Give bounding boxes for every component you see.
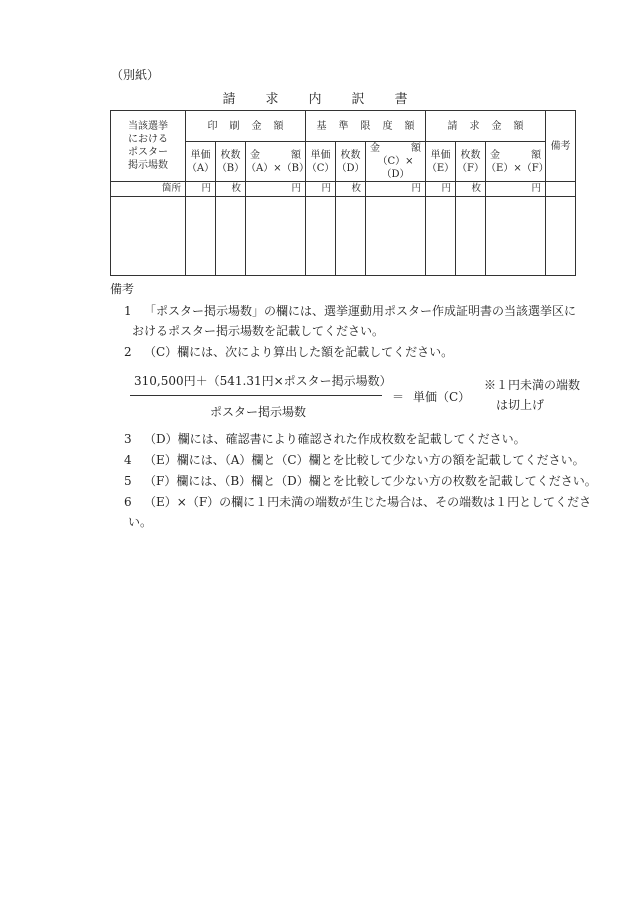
header-char: 額 (291, 149, 302, 161)
attachment-label: （別紙） (111, 68, 160, 82)
notes-heading: 備考 (110, 282, 135, 296)
unit-price-a-header (186, 142, 216, 182)
count-d-header (336, 142, 366, 182)
title-char: 内 (308, 92, 322, 107)
header-sub: （B） (216, 162, 245, 174)
header-char: 金 (491, 120, 502, 132)
entry-cell[interactable] (546, 197, 576, 276)
entry-cell[interactable] (246, 197, 306, 276)
header-label: 単価 (430, 149, 451, 161)
note-number: 1 (124, 304, 132, 318)
unit-yen: 円 (426, 182, 456, 197)
remarks-cell (546, 182, 576, 197)
note-text: （D）欄には、確認書により確認された作成枚数を記載してください。 (144, 432, 526, 446)
rounding-remark: ※１円未満の端数 (484, 378, 581, 392)
entry-cell[interactable] (336, 197, 366, 276)
polling-places-header (111, 111, 186, 182)
amount-ef-header (486, 142, 549, 182)
note-item (124, 471, 597, 491)
count-b-header (216, 142, 246, 182)
header-line: における (128, 134, 168, 145)
header-char: 印 (207, 120, 218, 132)
note-number: 3 (124, 432, 132, 446)
fraction-line (130, 395, 382, 396)
title-char: 書 (394, 92, 408, 107)
header-char: 額 (273, 120, 284, 132)
amount-ab-header (246, 142, 309, 182)
title-char: 訳 (351, 92, 365, 107)
rounding-remark: は切上げ (496, 398, 545, 412)
unit-yen: 円 (186, 182, 216, 197)
formula-equals: ＝ (392, 390, 405, 404)
header-char: 金 (251, 120, 262, 132)
header-char: 限 (360, 120, 371, 132)
note-text: 「ポスター掲示場数」の欄には、選挙運動用ポスター作成証明書の当該選挙区に (144, 304, 577, 318)
note-item (124, 492, 591, 512)
header-char: 額 (513, 120, 524, 132)
header-char: 刷 (229, 120, 240, 132)
header-char: 額 (411, 143, 422, 154)
formula-numerator: 310,500円＋（541.31円×ポスター掲示場数） (134, 374, 392, 388)
header-label: 枚数 (460, 149, 481, 161)
entry-cell[interactable] (216, 197, 246, 276)
header-label (366, 142, 425, 155)
note-item (124, 342, 453, 362)
note-text: （E）欄には、（A）欄と（C）欄とを比較して少ない方の額を記載してください。 (144, 453, 585, 467)
header-line: 当該選挙 (128, 121, 168, 132)
formula-denominator: ポスター掲示場数 (210, 405, 307, 419)
document-title (0, 88, 630, 107)
note-number: 6 (124, 495, 132, 509)
header-sub: （E） (426, 162, 455, 174)
entry-cell[interactable] (186, 197, 216, 276)
note-item (124, 301, 576, 321)
unit-sheets: 枚 (336, 182, 366, 197)
claim-amount-header (426, 111, 546, 142)
note-number: 5 (124, 474, 132, 488)
title-char: 求 (265, 92, 279, 107)
header-char: 請 (447, 120, 458, 132)
unit-yen: 円 (366, 182, 426, 197)
header-sub: （E）×（F） (486, 162, 549, 174)
entry-cell[interactable] (366, 197, 426, 276)
breakdown-table (110, 110, 576, 276)
entry-cell[interactable] (426, 197, 456, 276)
header-label: 枚数 (220, 149, 241, 161)
unit-price-c-header (306, 142, 336, 182)
header-label (246, 149, 305, 162)
header-char: 金 (370, 143, 381, 154)
header-sub: （A）×（B） (246, 162, 309, 174)
header-char: 額 (531, 149, 542, 161)
header-char: 金 (250, 149, 260, 161)
header-sub: （C）×（D） (377, 156, 414, 180)
header-char: 額 (404, 120, 415, 132)
unit-price-e-header (426, 142, 456, 182)
print-amount-header (186, 111, 306, 142)
note-text: （E）×（F）の欄に１円未満の端数が生じた場合は、その端数は１円としてくださ (144, 495, 592, 509)
amount-cd-header (366, 142, 426, 182)
header-char: 度 (382, 120, 393, 132)
remarks-header: 備考 (546, 111, 576, 182)
header-label: 枚数 (340, 149, 361, 161)
formula-result: 単価（C） (413, 390, 471, 404)
header-char: 金 (490, 149, 501, 161)
entry-cell[interactable] (456, 197, 486, 276)
header-label: 単価 (190, 149, 211, 161)
header-char: 基 (316, 120, 327, 132)
unit-yen: 円 (486, 182, 546, 197)
header-line: ポスター (128, 147, 168, 158)
entry-cell[interactable] (306, 197, 336, 276)
header-sub: （A） (186, 162, 215, 174)
note-continuation: い。 (128, 515, 153, 529)
note-continuation: おけるポスター掲示場数を記載してください。 (132, 324, 385, 338)
unit-yen: 円 (306, 182, 336, 197)
unit-sheets: 枚 (216, 182, 246, 197)
note-text: （F）欄には、（B）欄と（D）欄とを比較して少ない方の枚数を記載してください。 (144, 474, 597, 488)
unit-yen: 円 (246, 182, 306, 197)
note-number: 2 (124, 345, 132, 359)
entry-cell[interactable] (486, 197, 546, 276)
unit-places: 箇所 (111, 182, 186, 197)
header-line: 掲示場数 (128, 160, 168, 171)
note-number: 4 (124, 453, 132, 467)
header-sub: （C） (306, 162, 335, 174)
header-sub: （F） (457, 162, 484, 174)
header-sub: （D） (336, 162, 365, 174)
header-label: 単価 (310, 149, 331, 161)
note-item (124, 429, 526, 449)
title-char: 請 (222, 92, 236, 107)
entry-cell[interactable] (111, 197, 186, 276)
note-text: （C）欄には、次により算出した額を記載してください。 (144, 345, 454, 359)
unit-sheets: 枚 (456, 182, 486, 197)
limit-amount-header (306, 111, 426, 142)
count-f-header (456, 142, 486, 182)
note-item (124, 450, 585, 470)
header-label (486, 149, 545, 162)
header-char: 準 (338, 120, 349, 132)
header-char: 求 (469, 120, 480, 132)
